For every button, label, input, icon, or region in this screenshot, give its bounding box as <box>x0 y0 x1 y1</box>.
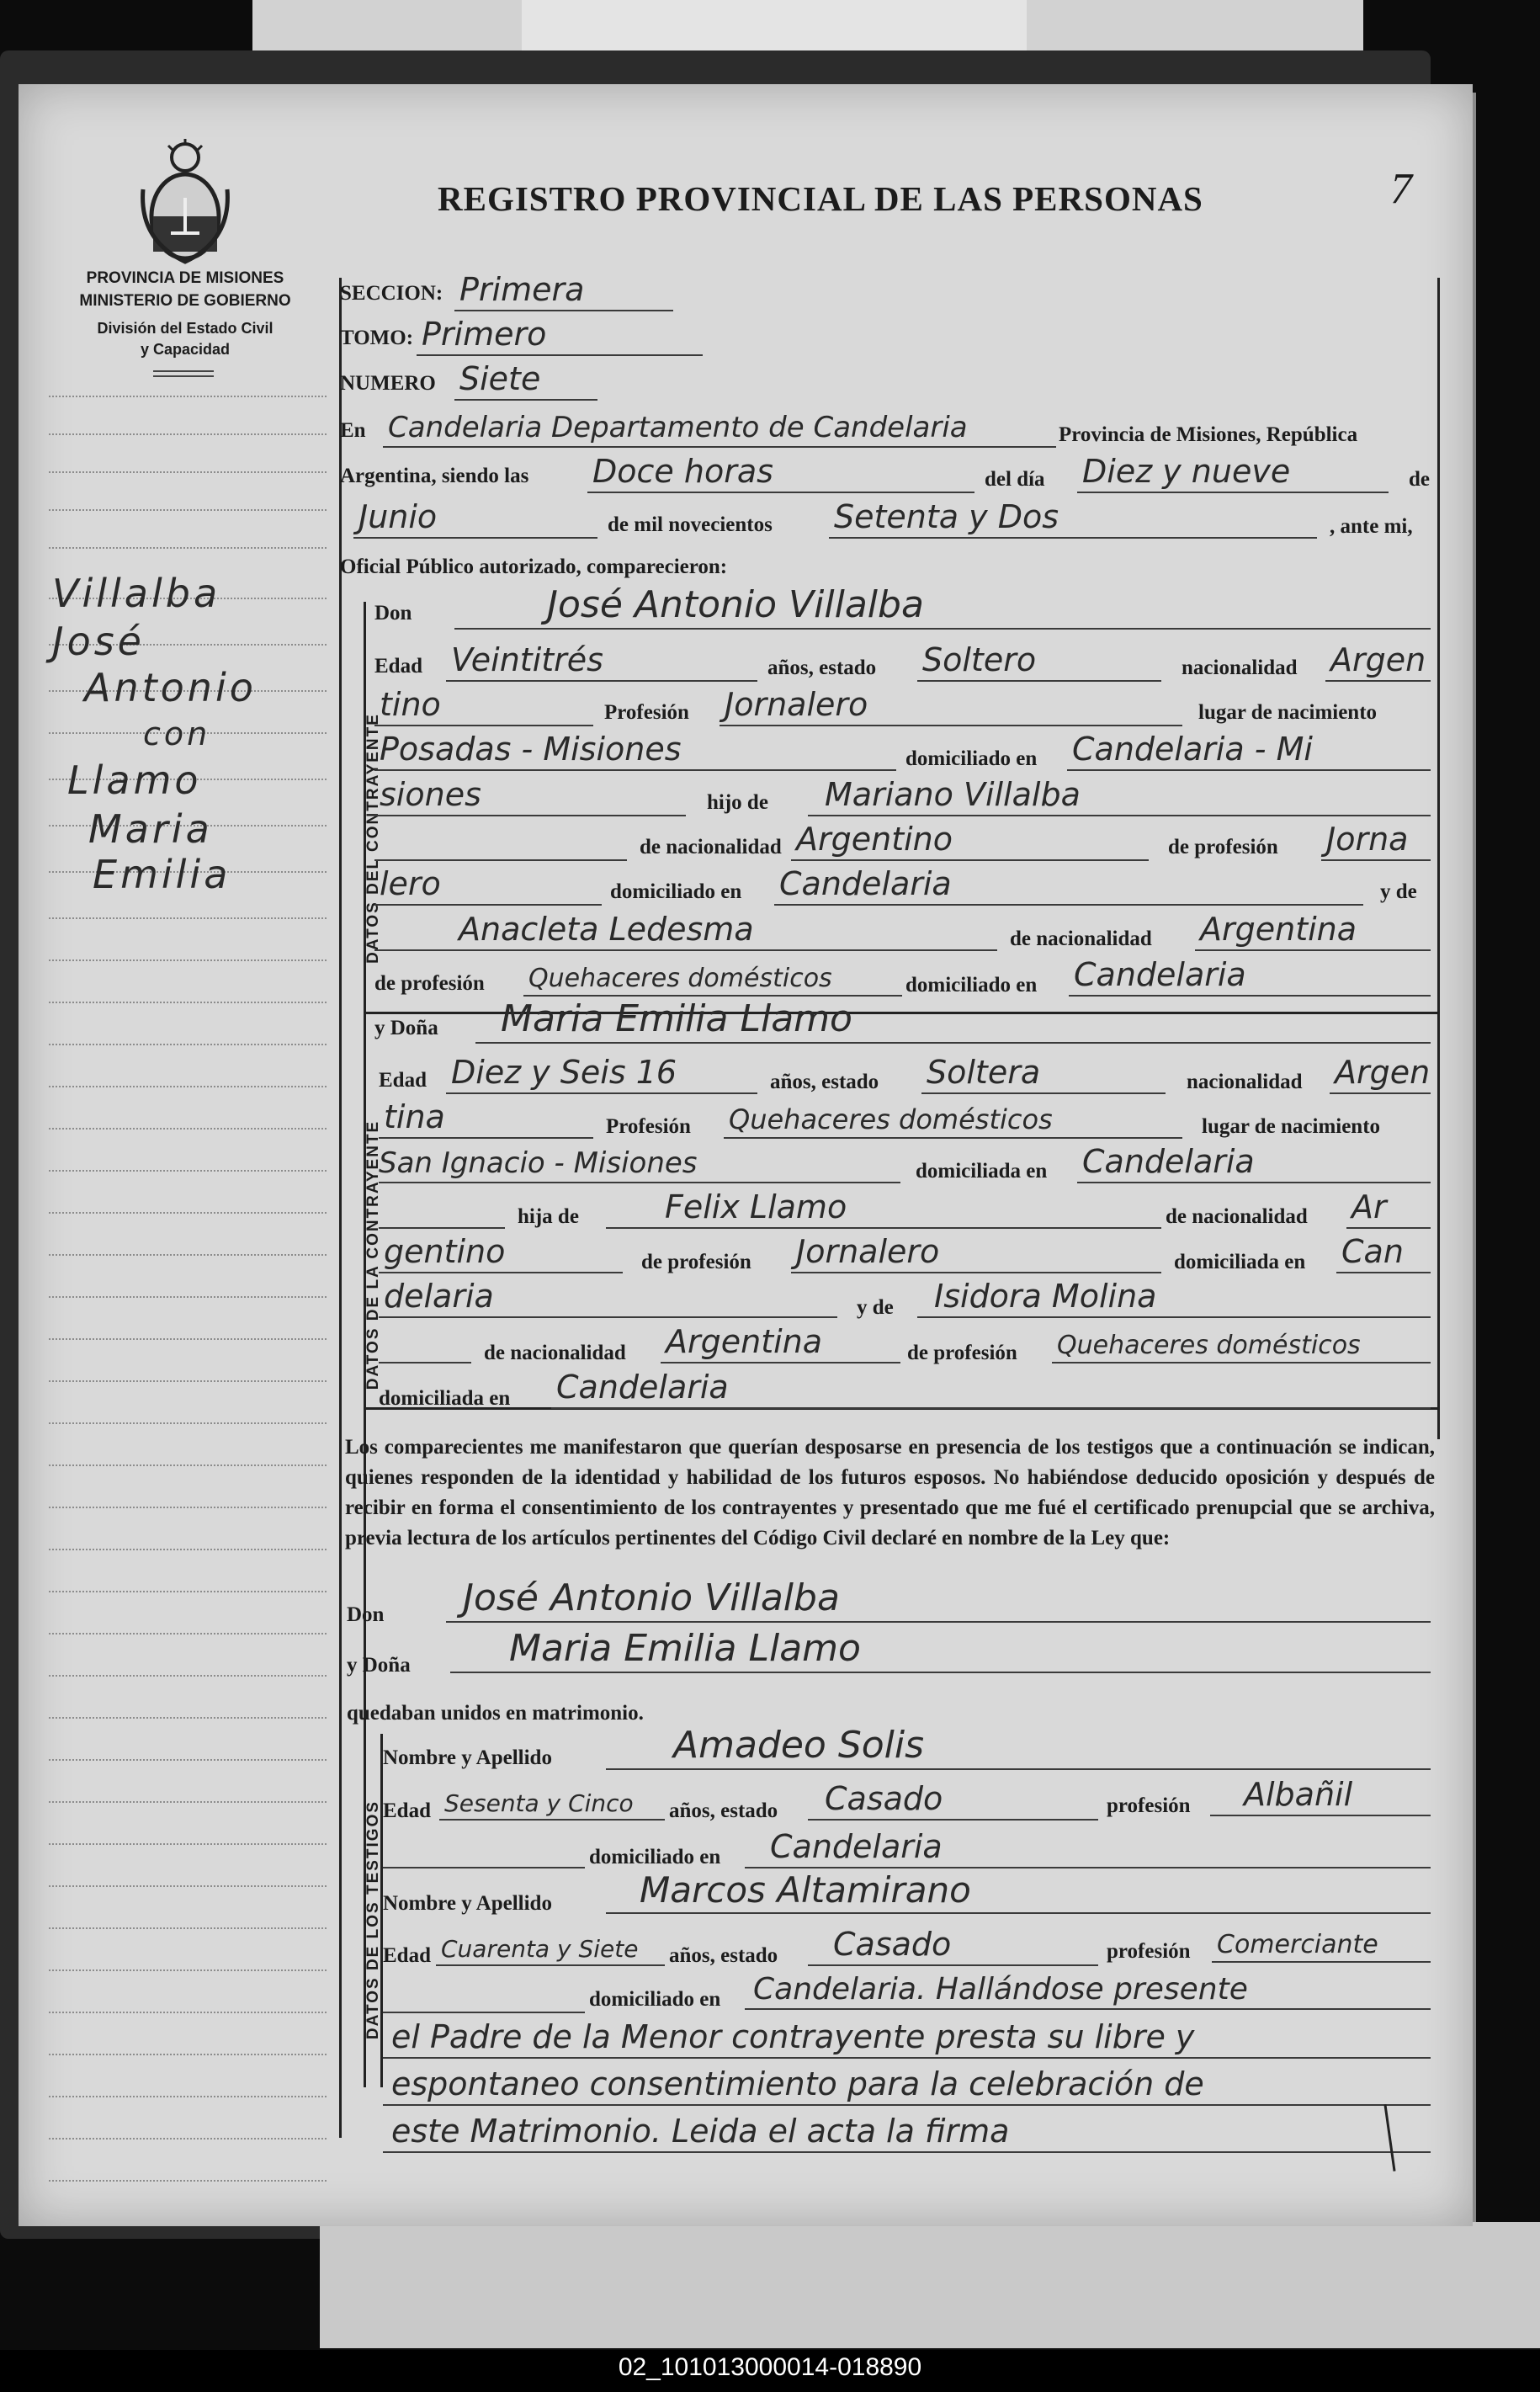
w2-estado-field <box>808 1926 1098 1966</box>
en-label: En <box>340 419 366 442</box>
groom-edad-value: Veintitrés <box>451 641 603 678</box>
lugar-field <box>383 407 1056 448</box>
w2-dom-field <box>745 1969 1431 2010</box>
w2-edad-field <box>436 1926 665 1966</box>
w2-dom-label: domiciliado en <box>589 1988 721 2011</box>
groom-estado-field <box>917 641 1161 682</box>
bride-dom-label: domiciliada en <box>916 1160 1048 1183</box>
w1-dom-label: domiciliado en <box>589 1846 721 1868</box>
w1-edad-label: Edad <box>383 1799 431 1822</box>
decl-bride-field <box>450 1627 1431 1673</box>
groom-padre-nac-value: Argentino <box>796 821 953 858</box>
w2-profesion-value: Comerciante <box>1217 1930 1378 1959</box>
groom-padre-value: Mariano Villalba <box>825 776 1081 813</box>
groom-madre-dom-label: domiciliado en <box>905 974 1038 997</box>
bride-blank-field-2 <box>379 1323 471 1363</box>
continuation-line <box>383 2060 1431 2106</box>
continuation-text: este Matrimonio. Leida el acta la firma <box>391 2113 1010 2150</box>
groom-padre-dom-value: Candelaria <box>779 865 952 902</box>
quedaban-text: quedaban unidos en matrimonio. <box>347 1702 644 1725</box>
bride-madre-nac-field <box>661 1323 900 1363</box>
w1-dom-field <box>745 1828 1431 1868</box>
w2-blank-field <box>383 1973 585 2013</box>
tomo-label: TOMO: <box>340 327 414 349</box>
w1-name: Amadeo Solis <box>673 1724 925 1767</box>
bride-profesion-label: Profesión <box>606 1115 691 1138</box>
table-surface <box>320 2222 1540 2348</box>
w1-estado-field <box>808 1780 1098 1821</box>
groom-padre-prof-field-cont <box>374 865 602 906</box>
argentina-text: Argentina, siendo las <box>340 465 529 487</box>
groom-estado-value: Soltero <box>922 641 1037 678</box>
w2-name: Marcos Altamirano <box>640 1869 971 1911</box>
divider <box>153 375 214 377</box>
margin-note-line: José <box>52 619 145 664</box>
continuation-line <box>383 2013 1431 2059</box>
bride-padre-dom-value-a: Can <box>1341 1233 1404 1270</box>
groom-edad-field <box>446 641 757 682</box>
decl-bride-name: Maria Emilia Llamo <box>509 1627 861 1670</box>
w1-profesion-field <box>1210 1776 1431 1816</box>
w1-estado-label: años, estado <box>669 1799 778 1822</box>
bride-estado-label: años, estado <box>770 1071 879 1093</box>
w1-edad-value: Sesenta y Cinco <box>444 1789 634 1817</box>
groom-madre-value: Anacleta Ledesma <box>459 911 754 948</box>
bride-nac-label: nacionalidad <box>1187 1071 1303 1093</box>
seccion-field <box>454 271 673 311</box>
groom-dom-value-b: siones <box>380 776 481 813</box>
groom-lugar-value: Posadas - Misiones <box>380 731 682 768</box>
bride-dona-label: y Doña <box>374 1017 438 1039</box>
groom-nac-field <box>1325 641 1431 682</box>
numero-field <box>454 360 597 401</box>
groom-dom-field-cont <box>374 776 686 816</box>
groom-estado-label: años, estado <box>767 656 877 679</box>
seccion-label: SECCION: <box>340 282 443 305</box>
bride-padre-nac-value-b: gentino <box>384 1233 506 1270</box>
bride-estado-value: Soltera <box>927 1054 1041 1091</box>
groom-madre-dom-value: Candelaria <box>1074 956 1246 993</box>
w2-name-field <box>606 1869 1431 1914</box>
coat-of-arms-icon <box>139 139 231 265</box>
oficial-text: Oficial Público autorizado, comparecieron: <box>340 555 728 578</box>
w2-edad-value: Cuarenta y Siete <box>441 1935 639 1963</box>
dia-field <box>1077 453 1389 493</box>
anio-value: Setenta y Dos <box>834 498 1059 535</box>
hora-field <box>587 453 974 493</box>
bride-padre-value: Felix Llamo <box>665 1188 847 1225</box>
groom-nac-label: nacionalidad <box>1182 656 1298 679</box>
bride-madre-dom-value: Candelaria <box>556 1369 729 1406</box>
w1-blank-field <box>383 1828 585 1868</box>
bride-padre-prof-field <box>791 1233 1161 1273</box>
document-title: REGISTRO PROVINCIAL DE LAS PERSONAS <box>438 179 1203 218</box>
bride-madre-dom-field <box>551 1369 1431 1409</box>
w2-dom-value: Candelaria. Hallándose presente <box>753 1972 1248 2007</box>
bride-madre-dom-label: domiciliada en <box>379 1387 511 1410</box>
groom-dom-value-a: Candelaria - Mi <box>1072 731 1313 768</box>
seccion-value: Primera <box>459 271 585 308</box>
margin-note-line: con <box>143 715 211 752</box>
groom-hijo-label: hijo de <box>707 791 768 814</box>
de-mil-label: de mil novecientos <box>608 513 773 536</box>
bride-profesion-field <box>724 1098 1182 1139</box>
groom-profesion-label: Profesión <box>604 701 689 724</box>
bride-padre-dom-label: domiciliada en <box>1174 1251 1306 1273</box>
numero-label: NUMERO <box>340 372 436 395</box>
tomo-field <box>417 316 703 356</box>
bride-padre-field <box>606 1188 1161 1229</box>
bride-padre-nac-field-cont <box>379 1233 623 1273</box>
bride-nac-value-a: Argen <box>1335 1054 1431 1091</box>
bride-nac-field <box>1330 1054 1431 1094</box>
groom-madre-nac-label: de nacionalidad <box>1010 928 1152 950</box>
groom-padre-prof-value-b: lero <box>380 865 441 902</box>
bride-padre-nac-value-a: Ar <box>1351 1188 1387 1225</box>
groom-padre-field <box>808 776 1431 816</box>
bride-padre-dom-value-b: delaria <box>384 1278 494 1315</box>
w1-dom-value: Candelaria <box>770 1828 943 1865</box>
bride-madre-prof-value: Quehaceres domésticos <box>1057 1331 1361 1360</box>
division-line-2: y Capacidad <box>140 341 231 358</box>
province-name: PROVINCIA DE MISIONES <box>86 269 284 287</box>
bride-padre-dom-field <box>1336 1233 1431 1273</box>
continuation-text: espontaneo consentimiento para la celebración de <box>391 2065 1204 2102</box>
bride-profesion-value: Quehaceres domésticos <box>729 1103 1053 1135</box>
groom-padre-dom-field <box>774 865 1363 906</box>
groom-nac-field-cont <box>374 686 593 726</box>
margin-note-line: Emilia <box>93 852 231 897</box>
groom-padre-nac-field <box>791 821 1149 861</box>
decl-groom-name: José Antonio Villalba <box>463 1576 840 1619</box>
margin-note-line: Antonio <box>84 665 257 710</box>
bride-lugar-value: San Ignacio - Misiones <box>379 1146 698 1180</box>
bride-nac-value-b: tina <box>384 1098 445 1135</box>
groom-madre-field <box>374 911 997 951</box>
bride-dom-value: Candelaria <box>1082 1143 1255 1180</box>
bride-madre-nac-value: Argentina <box>666 1323 823 1360</box>
bride-section-label: DATOS DE LA CONTRAYENTE <box>364 1119 382 1390</box>
groom-madre-dom-field <box>1069 956 1431 997</box>
declaration-paragraph: Los comparecientes me manifestaron que querían desposarse en presencia de los testigos que a continuación se indican, quienes responden de la identidad y habilidad de los futuros esposos. No habiéndose deducido oposición y después de recibir en forma el consentimiento de los contrayentes y presentado que me fué el certificado prenupcial que se archiva, previa lectura de los artículos pertinentes del Código Civil declaré en nombre de la Ley que: <box>345 1436 1435 1549</box>
witness-section-label: DATOS DE LOS TESTIGOS <box>364 1799 382 2040</box>
groom-name-field <box>454 583 1431 630</box>
bride-madre-value: Isidora Molina <box>934 1278 1157 1315</box>
tomo-value: Primero <box>422 316 547 353</box>
groom-padre-prof-value-a: Jorna <box>1326 821 1409 858</box>
bride-y-de-label: y de <box>857 1296 894 1319</box>
decl-dona-label: y Doña <box>347 1654 411 1677</box>
bride-nac-field-cont <box>379 1098 593 1139</box>
page-number: 7 <box>1390 165 1412 213</box>
groom-edad-label: Edad <box>374 655 422 678</box>
ministry-name: MINISTERIO DE GOBIERNO <box>79 292 291 310</box>
division-line-1: División del Estado Civil <box>97 320 273 337</box>
groom-lugar-field <box>374 731 896 771</box>
bride-name-field <box>475 997 1431 1044</box>
margin-note-line: Villalba <box>52 571 221 616</box>
groom-padre-prof-label: de profesión <box>1168 836 1278 858</box>
numero-value: Siete <box>459 360 541 397</box>
provincia-text: Provincia de Misiones, República <box>1059 423 1358 446</box>
groom-padre-nac-label: de nacionalidad <box>640 836 782 858</box>
anio-field <box>829 498 1317 539</box>
bride-lugar-field <box>379 1143 900 1183</box>
groom-don-label: Don <box>374 602 412 625</box>
bride-dom-field <box>1077 1143 1431 1183</box>
groom-nac-value-a: Argen <box>1330 641 1426 678</box>
groom-name: José Antonio Villalba <box>547 583 924 626</box>
groom-profesion-field <box>720 686 1182 726</box>
divider <box>153 370 214 372</box>
groom-lugar-label: lugar de nacimiento <box>1198 701 1378 724</box>
w1-profesion-value: Albañil <box>1244 1776 1353 1813</box>
bride-padre-nac-label: de nacionalidad <box>1166 1205 1308 1228</box>
groom-nac-value-b: tino <box>380 686 441 723</box>
bride-madre-nac-label: de nacionalidad <box>484 1342 626 1364</box>
margin-note-line: Llamo <box>67 757 202 803</box>
bride-blank-field <box>379 1188 505 1229</box>
bride-name: Maria Emilia Llamo <box>501 997 852 1040</box>
bride-edad-value: Diez y Seis 16 <box>451 1054 677 1091</box>
ante-mi-label: , ante mi, <box>1330 515 1413 538</box>
bride-madre-prof-field <box>1052 1323 1431 1363</box>
w2-profesion-label: profesión <box>1107 1940 1191 1963</box>
bride-estado-field <box>921 1054 1166 1094</box>
groom-padre-dom-label: domiciliado en <box>610 880 742 903</box>
groom-madre-prof-field <box>523 956 902 997</box>
margin-note-line: Maria <box>88 806 213 852</box>
groom-blank-field <box>374 821 627 861</box>
decl-groom-field <box>446 1576 1431 1623</box>
w2-edad-label: Edad <box>383 1944 431 1967</box>
mes-value: Junio <box>358 498 438 535</box>
lugar-value: Candelaria Departamento de Candelaria <box>388 411 968 444</box>
groom-padre-prof-field <box>1321 821 1431 861</box>
bride-madre-field <box>917 1278 1431 1318</box>
dia-value: Diez y nueve <box>1082 453 1291 490</box>
bride-madre-prof-label: de profesión <box>907 1342 1017 1364</box>
bride-edad-field <box>446 1054 757 1094</box>
groom-dom-field <box>1067 731 1431 771</box>
del-dia-label: del día <box>985 468 1045 491</box>
bride-padre-dom-field-cont <box>379 1278 837 1318</box>
decl-don-label: Don <box>347 1603 385 1626</box>
bride-padre-prof-value: Jornalero <box>796 1233 940 1270</box>
bride-padre-prof-label: de profesión <box>641 1251 751 1273</box>
w2-nombre-label: Nombre y Apellido <box>383 1892 552 1915</box>
w1-estado-value: Casado <box>825 1780 943 1817</box>
continuation-line <box>383 2108 1431 2153</box>
bride-padre-nac-field <box>1346 1188 1431 1229</box>
mes-field <box>353 498 597 539</box>
groom-section-label: DATOS DEL CONTRAYENTE <box>364 713 382 964</box>
groom-dom-label: domiciliado en <box>905 747 1038 770</box>
w2-estado-value: Casado <box>833 1926 952 1963</box>
groom-profesion-value: Jornalero <box>725 686 868 723</box>
de-label: de <box>1409 468 1430 491</box>
groom-madre-prof-label: de profesión <box>374 972 485 995</box>
image-caption: 02_101013000014-018890 <box>618 2353 922 2381</box>
groom-madre-nac-value: Argentina <box>1200 911 1357 948</box>
w1-edad-field <box>439 1780 665 1821</box>
groom-madre-prof-value: Quehaceres domésticos <box>528 964 832 993</box>
groom-y-de-label: y de <box>1380 880 1417 903</box>
groom-madre-nac-field <box>1195 911 1431 951</box>
bride-edad-label: Edad <box>379 1069 427 1092</box>
hora-value: Doce horas <box>592 453 773 490</box>
continuation-text: el Padre de la Menor contrayente presta su libre y <box>391 2018 1195 2055</box>
w1-nombre-label: Nombre y Apellido <box>383 1746 552 1769</box>
form-right-border <box>1437 278 1440 1439</box>
w1-name-field <box>606 1724 1431 1770</box>
bride-lugar-label: lugar de nacimiento <box>1202 1115 1381 1138</box>
bride-hija-label: hija de <box>518 1205 579 1228</box>
w2-profesion-field <box>1212 1922 1431 1963</box>
w1-profesion-label: profesión <box>1107 1794 1191 1817</box>
w2-estado-label: años, estado <box>669 1944 778 1967</box>
